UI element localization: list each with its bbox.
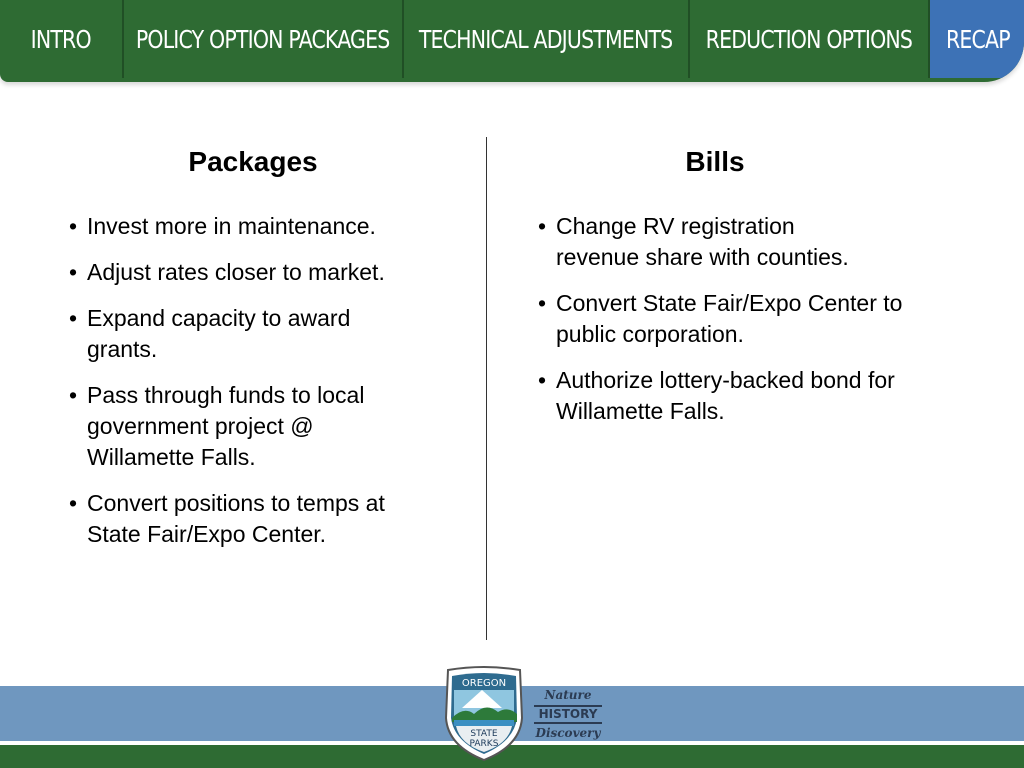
motto — [530, 688, 606, 744]
tab-reduction-options[interactable]: REDUCTION OPTIONS — [688, 0, 928, 78]
logo-state-text: STATE — [470, 729, 498, 739]
list-item: • Convert State Fair/Expo Center to public corporation. — [538, 288, 923, 350]
motto-discovery: Discovery — [535, 726, 601, 740]
list-item: • Invest more in maintenance. — [69, 211, 429, 242]
list-item: • Change RV registration revenue share with counties. — [538, 211, 876, 273]
packages-list — [69, 211, 429, 565]
oregon-state-parks-logo — [442, 666, 526, 762]
logo-parks-text: PARKS — [469, 739, 499, 749]
list-item: • Adjust rates closer to market. — [69, 257, 429, 288]
list-item: • Authorize lottery-backed bond for Willamette Falls. — [538, 365, 906, 427]
logo-top-text: OREGON — [461, 678, 507, 689]
list-item: • Pass through funds to local government project @ Willamette Falls. — [69, 380, 407, 473]
list-item: • Expand capacity to award grants. — [69, 303, 387, 365]
bills-list — [538, 211, 923, 442]
tab-policy-option-packages[interactable]: POLICY OPTION PACKAGES — [122, 0, 402, 78]
motto-history: HISTORY — [534, 705, 602, 724]
tab-intro[interactable]: INTRO — [30, 24, 92, 54]
motto-nature: Nature — [544, 688, 592, 702]
top-nav — [0, 0, 1024, 82]
tab-technical-adjustments[interactable]: TECHNICAL ADJUSTMENTS — [402, 0, 688, 78]
packages-heading: Packages — [188, 146, 318, 177]
list-item: • Convert positions to temps at State Fair/Expo Center. — [69, 488, 432, 550]
column-divider — [486, 137, 487, 640]
tab-recap[interactable]: RECAP — [928, 0, 1024, 78]
bills-heading: Bills — [685, 146, 745, 177]
